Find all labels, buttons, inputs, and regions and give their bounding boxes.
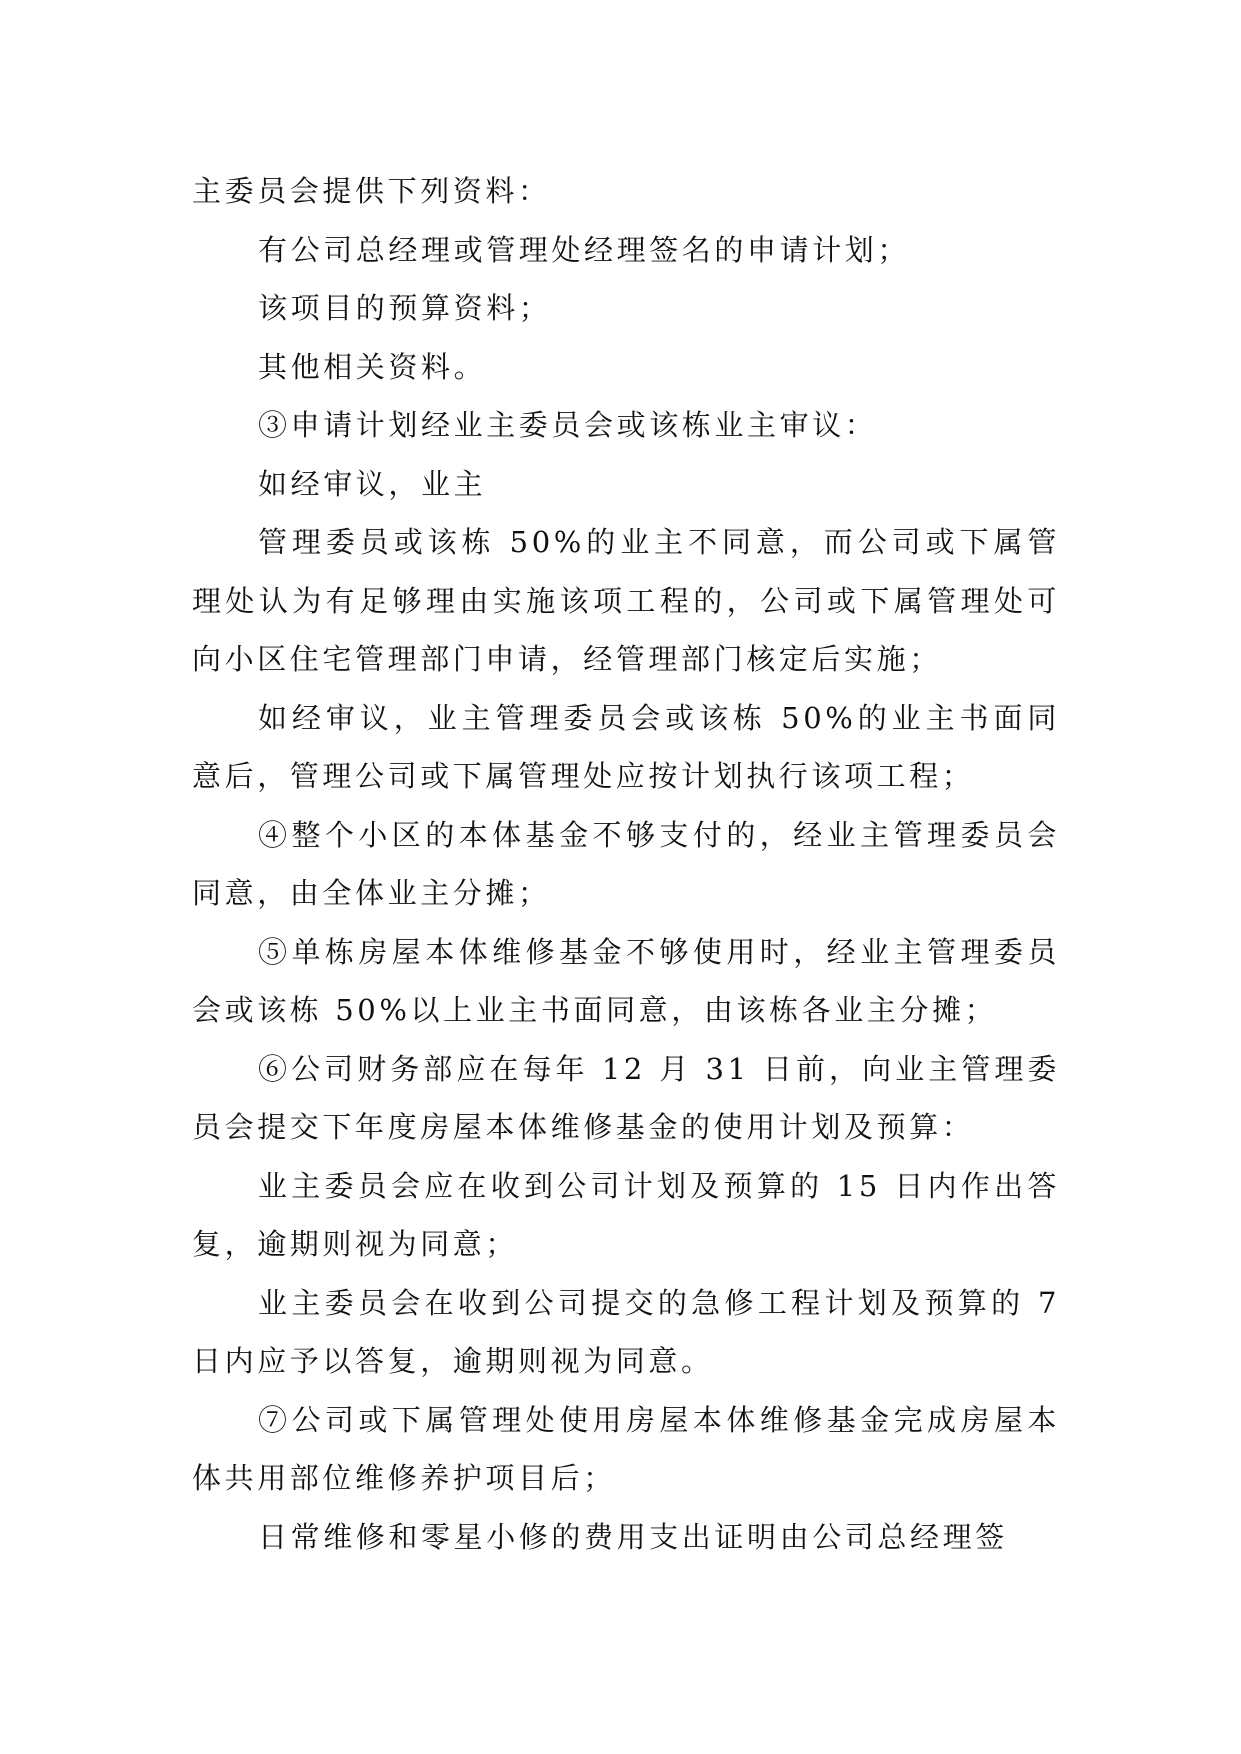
paragraph: ⑦公司或下属管理处使用房屋本体维修基金完成房屋本体共用部位维修养护项目后； [192,1402,1060,1495]
paragraph: ⑥公司财务部应在每年 12 月 31 日前，向业主管理委员会提交下年度房屋本体维修基金的使用计划及预算： [192,1051,1060,1144]
paragraph: 如经审议，业主管理委员会或该栋 50%的业主书面同意后，管理公司或下属管理处应按计划执行该项工程； [192,700,1060,793]
paragraph: 如经审议，业主 [258,466,487,501]
paragraph: 有公司总经理或管理处经理签名的申请计划； [258,232,911,267]
paragraph: ④整个小区的本体基金不够支付的，经业主管理委员会同意，由全体业主分摊； [192,817,1060,910]
paragraph: ③申请计划经业主委员会或该栋业主审议： [258,408,878,442]
paragraph: 日常维修和零星小修的费用支出证明由公司总经理签 [258,1519,1008,1554]
paragraph: 主委员会提供下列资料： [192,174,551,208]
paragraph: 业主委员会应在收到公司计划及预算的 15 日内作出答复，逾期则视为同意； [192,1168,1060,1261]
paragraph: 管理委员或该栋 50%的业主不同意，而公司或下属管理处认为有足够理由实施该项工程的，公司或下属管理处可向小区住宅管理部门申请，经管理部门核定后实施； [192,525,1060,676]
paragraph: 业主委员会在收到公司提交的急修工程计划及预算的 7 日内应予以答复，逾期则视为同意。 [192,1285,1060,1378]
document-body [192,162,1060,1566]
paragraph: 其他相关资料。 [258,349,487,384]
paragraph: ⑤单栋房屋本体维修基金不够使用时，经业主管理委员会或该栋 50%以上业主书面同意，由该栋各业主分摊； [192,934,1060,1027]
paragraph: 该项目的预算资料； [258,291,552,325]
